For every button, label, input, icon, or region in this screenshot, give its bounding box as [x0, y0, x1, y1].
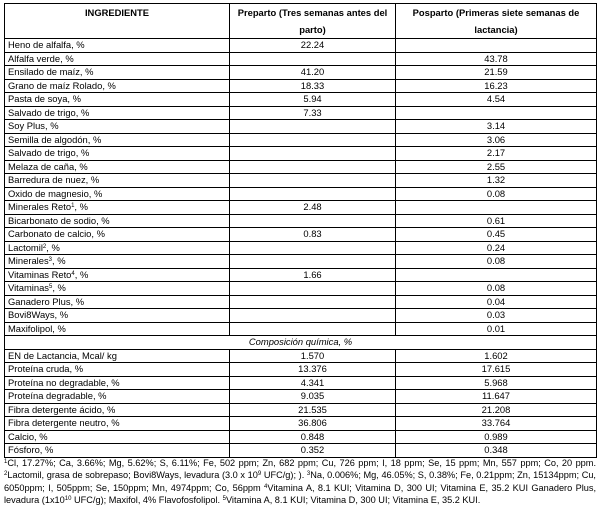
preparto-value — [230, 295, 396, 309]
posparto-value — [396, 268, 597, 282]
preparto-value — [230, 187, 396, 201]
preparto-value — [230, 147, 396, 161]
ingredient-label: Minerales Reto — [8, 201, 72, 212]
ingredient-label: Vitaminas Reto — [8, 268, 72, 280]
footnote-marker: 5 — [49, 284, 53, 290]
preparto-value: 22.24 — [230, 39, 396, 53]
ingredient-unit: , % — [74, 201, 88, 212]
preparto-value — [230, 133, 396, 147]
posparto-value — [396, 201, 597, 215]
preparto-value: 41.20 — [230, 66, 396, 80]
ingredient-name — [5, 120, 230, 134]
ingredient-name — [5, 268, 230, 282]
ingredient-name — [5, 79, 230, 93]
ingredient-name — [5, 241, 230, 255]
composition-name: Fibra detergente ácido, % — [5, 403, 230, 417]
posparto-value: 5.968 — [396, 376, 597, 390]
ingredient-name — [5, 106, 230, 120]
ingredient-name — [5, 214, 230, 228]
posparto-value: 0.04 — [396, 295, 597, 309]
preparto-value: 0.83 — [230, 228, 396, 242]
ingredient-label: Salvado de trigo, % — [8, 106, 90, 118]
ingredient-label: Ganadero Plus, % — [8, 295, 85, 307]
header-posparto: Posparto (Primeras siete semanas de lactancia) — [396, 4, 597, 39]
section-title: Composición química, % — [5, 336, 597, 350]
preparto-value: 0.352 — [230, 444, 396, 458]
ingredient-label: Salvado de trigo, % — [8, 147, 90, 158]
ingredient-unit: , % — [51, 255, 66, 266]
table-row — [5, 430, 597, 444]
composition-name: Fibra detergente neutro, % — [5, 417, 230, 431]
posparto-value: 21.59 — [396, 66, 597, 80]
posparto-value: 0.45 — [396, 228, 597, 242]
table-row — [5, 309, 597, 323]
table-row — [5, 201, 597, 215]
footnote-text: Vitamina A, 8.1 KUI; Vitamina D, 300 UI; Vitamina E, 35.2 KUI Ganadero Plus, levadura (1x10 — [4, 482, 596, 506]
preparto-value — [230, 174, 396, 188]
ingredient-name — [5, 295, 230, 309]
table-row — [5, 349, 597, 363]
table-header-row — [5, 4, 597, 39]
posparto-value: 4.54 — [396, 93, 597, 107]
table-row — [5, 376, 597, 390]
table-row — [5, 444, 597, 458]
posparto-value: 3.06 — [396, 133, 597, 147]
ingredient-label: Bovi8Ways, % — [8, 309, 69, 320]
footnote-marker: 1 — [4, 459, 8, 465]
ingredient-label: Semilla de algodón, % — [8, 133, 102, 145]
ingredient-label: Pasta de soya, % — [8, 93, 81, 104]
ingredient-name — [5, 255, 230, 269]
preparto-value: 21.535 — [230, 403, 396, 417]
footnote-marker: 1 — [71, 203, 75, 209]
posparto-value — [396, 106, 597, 120]
table-row — [5, 390, 597, 404]
ingredient-name — [5, 147, 230, 161]
ingredient-label: Melaza de caña, % — [8, 160, 88, 172]
ingredient-unit: , % — [52, 282, 66, 293]
ingredient-label: Carbonato de calcio, % — [8, 228, 105, 239]
table-footnote — [4, 457, 596, 507]
posparto-value: 0.03 — [396, 309, 597, 323]
posparto-value: 43.78 — [396, 52, 597, 66]
diet-composition-table — [4, 3, 597, 458]
posparto-value: 17.615 — [396, 363, 597, 377]
table-row — [5, 79, 597, 93]
footnote-marker: 2 — [42, 243, 47, 250]
table-row — [5, 160, 597, 174]
posparto-value: 0.348 — [396, 444, 597, 458]
ingredient-name — [5, 309, 230, 323]
ingredient-unit: , % — [46, 241, 60, 253]
posparto-value — [396, 39, 597, 53]
ingredient-label: Oxido de magnesio, % — [8, 187, 103, 199]
ingredient-name — [5, 133, 230, 147]
footnote-marker: 4 — [264, 483, 268, 490]
ingredient-name — [5, 228, 230, 242]
preparto-value: 7.33 — [230, 106, 396, 120]
footnote-text: UFC/g); Maxifol, 4% Flavofosfolipol. — [71, 495, 223, 506]
composition-name: Proteína degradable, % — [5, 390, 230, 404]
composition-name: Proteína cruda, % — [5, 363, 230, 377]
preparto-value: 18.33 — [230, 79, 396, 93]
posparto-value: 0.61 — [396, 214, 597, 228]
preparto-value: 1.66 — [230, 268, 396, 282]
footnote-marker: 4 — [71, 270, 75, 277]
footnote-text: Na, 0.006%; Mg, 46.05%; S, 0.38%; Fe, 0.21ppm; Zn, 15134ppm; Cu, 6050ppm; I, 505ppm; Se, 150ppm; Mn, 4974ppm; Co, 56ppm — [4, 470, 596, 493]
ingredient-name — [5, 282, 230, 296]
posparto-value: 2.55 — [396, 160, 597, 174]
ingredient-name — [5, 174, 230, 188]
footnote-text: Lactomil, grasa de sobrepaso; Bovi8Ways, levadura (3.0 x 10 — [7, 470, 258, 481]
ingredient-label: Vitaminas — [8, 282, 49, 293]
table-row — [5, 52, 597, 66]
footnote-marker: 5 — [222, 496, 226, 503]
table-row — [5, 322, 597, 336]
preparto-value — [230, 214, 396, 228]
posparto-value: 0.08 — [396, 282, 597, 296]
table-row — [5, 255, 597, 269]
preparto-value — [230, 282, 396, 296]
table-row — [5, 147, 597, 161]
posparto-value: 1.32 — [396, 174, 597, 188]
posparto-value: 0.24 — [396, 241, 597, 255]
preparto-value — [230, 255, 396, 269]
posparto-value: 16.23 — [396, 79, 597, 93]
preparto-value: 1.570 — [230, 349, 396, 363]
footnote-marker: 2 — [4, 471, 8, 478]
footnote-text: Cl, 17.27%; Ca, 3.66%; Mg, 5.62%; S, 6.11%; Fe, 502 ppm; Zn, 682 ppm; Cu, 726 ppm; I, 18 ppm; Se, 15 ppm; Mn, 557 ppm; Co, 20 ppm. — [7, 458, 596, 468]
posparto-value: 0.01 — [396, 322, 597, 336]
preparto-value — [230, 120, 396, 134]
posparto-value: 2.17 — [396, 147, 597, 161]
preparto-value — [230, 160, 396, 174]
composition-name: Fósforo, % — [5, 444, 230, 458]
footnote-marker: 3 — [48, 257, 52, 263]
table-row — [5, 106, 597, 120]
ingredient-name — [5, 93, 230, 107]
composition-name: Proteína no degradable, % — [5, 376, 230, 390]
ingredient-name — [5, 322, 230, 336]
footnote-marker: 10 — [64, 496, 72, 503]
ingredient-label: Minerales — [8, 255, 49, 266]
preparto-value: 9.035 — [230, 390, 396, 404]
table-row — [5, 39, 597, 53]
footnote-text: Vitamina A, 8.1 KUI; Vitamina D, 300 UI; Vitamina E, 35.2 KUI. — [225, 495, 481, 506]
table-row — [5, 187, 597, 201]
ingredient-label: Alfalfa verde, % — [8, 52, 74, 64]
preparto-value: 13.376 — [230, 363, 396, 377]
posparto-value: 11.647 — [396, 390, 597, 404]
table-row — [5, 417, 597, 431]
section-row — [5, 336, 597, 350]
ingredient-name — [5, 160, 230, 174]
table-row — [5, 295, 597, 309]
ingredient-label: Maxifolipol, % — [8, 322, 66, 334]
ingredient-name — [5, 52, 230, 66]
preparto-value: 0.848 — [230, 430, 396, 444]
table-row — [5, 363, 597, 377]
ingredient-label: Barredura de nuez, % — [8, 174, 100, 185]
footnote-marker: 3 — [306, 471, 311, 478]
posparto-value: 21.208 — [396, 403, 597, 417]
table-row — [5, 120, 597, 134]
preparto-value: 36.806 — [230, 417, 396, 431]
preparto-value — [230, 322, 396, 336]
posparto-value: 0.08 — [396, 187, 597, 201]
table-row — [5, 241, 597, 255]
preparto-value: 4.341 — [230, 376, 396, 390]
ingredient-label: Heno de alfalfa, % — [8, 39, 85, 50]
preparto-value: 2.48 — [230, 201, 396, 215]
preparto-value — [230, 309, 396, 323]
footnote-text: UFC/g); ). — [261, 470, 307, 481]
posparto-value: 1.602 — [396, 349, 597, 363]
table-row — [5, 133, 597, 147]
preparto-value — [230, 241, 396, 255]
composition-name: EN de Lactancia, Mcal/ kg — [5, 349, 230, 363]
table-row — [5, 268, 597, 282]
ingredient-unit: , % — [74, 268, 89, 280]
preparto-value: 5.94 — [230, 93, 396, 107]
ingredient-label: Lactomil — [8, 241, 43, 253]
ingredient-name — [5, 66, 230, 80]
ingredient-label: Bicarbonato de sodio, % — [8, 214, 110, 226]
footnote-marker: 9 — [257, 471, 262, 478]
ingredient-label: Grano de maíz Rolado, % — [8, 79, 116, 91]
table-row — [5, 282, 597, 296]
table-body — [5, 39, 597, 458]
posparto-value: 0.08 — [396, 255, 597, 269]
ingredient-name — [5, 187, 230, 201]
header-ingredient: INGREDIENTE — [5, 4, 230, 39]
ingredient-label: Ensilado de maíz, % — [8, 66, 94, 77]
header-preparto: Preparto (Tres semanas antes del parto) — [230, 4, 396, 39]
preparto-value — [230, 52, 396, 66]
ingredient-name — [5, 201, 230, 215]
composition-name: Calcio, % — [5, 430, 230, 444]
table-row — [5, 66, 597, 80]
ingredient-label: Soy Plus, % — [8, 120, 59, 131]
table-row — [5, 93, 597, 107]
posparto-value: 0.989 — [396, 430, 597, 444]
table-row — [5, 214, 597, 228]
table-row — [5, 228, 597, 242]
posparto-value: 33.764 — [396, 417, 597, 431]
table-row — [5, 174, 597, 188]
table-row — [5, 403, 597, 417]
ingredient-name — [5, 39, 230, 53]
posparto-value: 3.14 — [396, 120, 597, 134]
